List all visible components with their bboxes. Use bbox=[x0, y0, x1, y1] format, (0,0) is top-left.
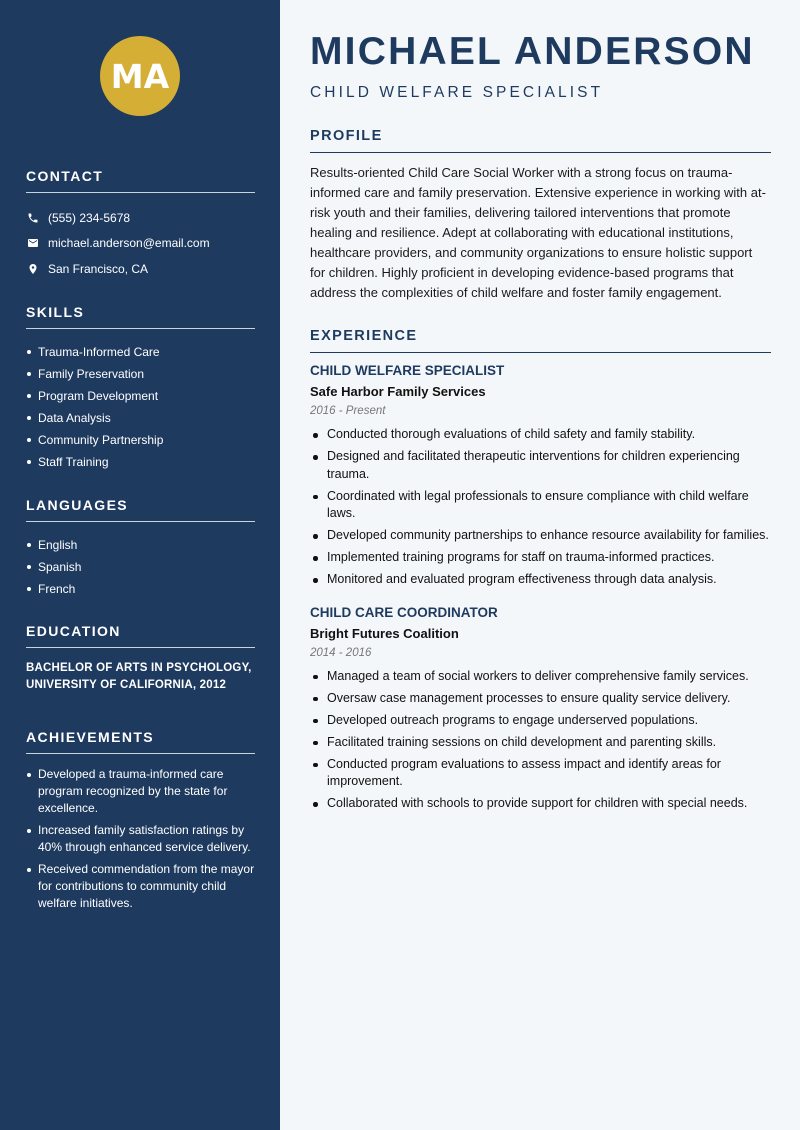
job-bullet: Developed outreach programs to engage underserved populations. bbox=[310, 712, 771, 730]
job-organization: Bright Futures Coalition bbox=[310, 625, 459, 641]
contact-heading: CONTACT bbox=[26, 168, 255, 193]
job-bullet: Managed a team of social workers to deliver comprehensive family services. bbox=[310, 668, 771, 686]
candidate-role: CHILD WELFARE SPECIALIST bbox=[310, 84, 604, 101]
contact-location-text: San Francisco, CA bbox=[48, 261, 149, 276]
profile-section bbox=[310, 128, 771, 303]
avatar bbox=[100, 36, 180, 116]
contact-email-text: michael.anderson@email.com bbox=[48, 236, 210, 251]
achievements-list bbox=[26, 766, 255, 912]
language-item: Spanish bbox=[26, 556, 255, 578]
skill-item: Trauma-Informed Care bbox=[26, 341, 255, 363]
phone-icon bbox=[26, 211, 39, 224]
contact-email bbox=[26, 231, 255, 257]
main-content bbox=[280, 0, 800, 1130]
skill-item: Family Preservation bbox=[26, 363, 255, 385]
job-bullet: Conducted program evaluations to assess impact and identify areas for improvement. bbox=[310, 756, 771, 791]
location-pin-icon bbox=[26, 262, 39, 275]
job-bullet: Coordinated with legal professionals to ensure compliance with child welfare laws. bbox=[310, 488, 771, 523]
language-item: French bbox=[26, 578, 255, 600]
education-degree: BACHELOR OF ARTS IN PSYCHOLOGY, bbox=[26, 662, 252, 674]
education-heading: EDUCATION bbox=[26, 623, 255, 648]
job-entry bbox=[310, 363, 771, 589]
experience-heading: EXPERIENCE bbox=[310, 328, 771, 353]
sidebar bbox=[0, 0, 280, 1130]
email-icon bbox=[26, 237, 39, 250]
achievement-item: Received commendation from the mayor for contributions to community child welfare initiatives. bbox=[26, 861, 255, 912]
languages-list bbox=[26, 534, 255, 600]
education-school: UNIVERSITY OF CALIFORNIA, 2012 bbox=[26, 679, 227, 691]
job-bullet: Monitored and evaluated program effectiveness through data analysis. bbox=[310, 571, 771, 589]
skill-item: Data Analysis bbox=[26, 407, 255, 429]
contact-phone bbox=[26, 205, 255, 231]
job-title: CHILD CARE COORDINATOR bbox=[310, 604, 498, 620]
skill-item: Staff Training bbox=[26, 451, 255, 473]
job-dates: 2014 - 2016 bbox=[310, 646, 372, 659]
contact-phone-text: (555) 234-5678 bbox=[48, 210, 131, 225]
skill-item: Program Development bbox=[26, 385, 255, 407]
job-bullet: Developed community partnerships to enhance resource availability for families. bbox=[310, 527, 771, 545]
achievements-heading: ACHIEVEMENTS bbox=[26, 729, 255, 754]
job-bullet: Implemented training programs for staff on trauma-informed practices. bbox=[310, 549, 771, 567]
language-item: English bbox=[26, 534, 255, 556]
education-section bbox=[26, 623, 255, 694]
skills-heading: SKILLS bbox=[26, 304, 255, 329]
job-bullet: Collaborated with schools to provide support for children with special needs. bbox=[310, 795, 771, 813]
profile-text: Results-oriented Child Care Social Worker with a strong focus on trauma-informed care and family preservation. Extensive experience in working with at-risk youth and their families, delivering tailored interventions that promote healing and resilience. Adept at collaborating with educational institutions, healthcare providers, and community organizations to ensure holistic support for children. Highly proficient in developing evidence-based programs that address the complexities of child welfare and foster family engagement. bbox=[310, 165, 766, 300]
achievement-item: Developed a trauma-informed care program recognized by the state for excellence. bbox=[26, 766, 255, 817]
skills-list bbox=[26, 341, 255, 473]
experience-section bbox=[310, 328, 771, 817]
achievements-section bbox=[26, 729, 255, 917]
contact-location bbox=[26, 256, 255, 282]
job-title: CHILD WELFARE SPECIALIST bbox=[310, 363, 505, 378]
job-bullets bbox=[310, 668, 771, 813]
job-bullet: Facilitated training sessions on child development and parenting skills. bbox=[310, 734, 771, 752]
skill-item: Community Partnership bbox=[26, 429, 255, 451]
candidate-name: MICHAEL ANDERSON bbox=[310, 30, 755, 73]
job-entry bbox=[310, 605, 771, 813]
achievement-item: Increased family satisfaction ratings by 40% through enhanced service delivery. bbox=[26, 822, 255, 856]
job-organization: Safe Harbor Family Services bbox=[310, 384, 486, 399]
skills-section bbox=[26, 304, 255, 473]
job-bullet: Conducted thorough evaluations of child safety and family stability. bbox=[310, 426, 771, 444]
avatar-initials: MA bbox=[110, 56, 170, 96]
job-bullet: Oversaw case management processes to ensure quality service delivery. bbox=[310, 690, 771, 708]
profile-heading: PROFILE bbox=[310, 128, 771, 153]
job-bullet: Designed and facilitated therapeutic interventions for children experiencing trauma. bbox=[310, 448, 771, 483]
contact-section bbox=[26, 168, 255, 282]
job-bullets bbox=[310, 426, 771, 589]
job-dates: 2016 - Present bbox=[310, 405, 386, 417]
languages-section bbox=[26, 497, 255, 600]
languages-heading: LANGUAGES bbox=[26, 497, 255, 522]
